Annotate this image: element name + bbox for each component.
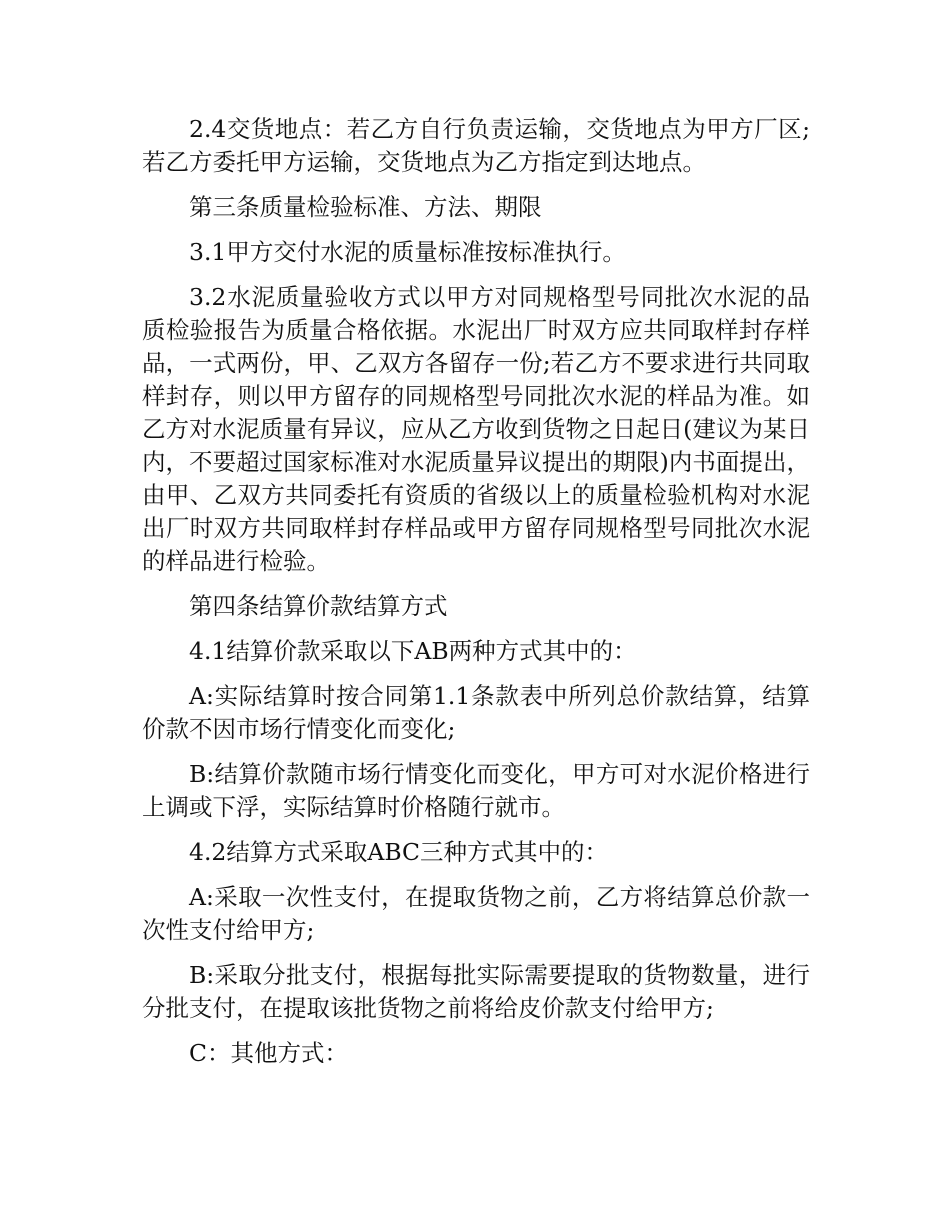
clause-4-2-option-a: A:采取一次性支付，在提取货物之前，乙方将结算总价款一次性支付给甲方;: [142, 883, 810, 944]
clause-4-2-option-c: C：其他方式：: [189, 1039, 348, 1067]
clause-4-1: 4.1结算价款采取以下AB两种方式其中的：: [189, 637, 637, 665]
section-heading-3: 第三条质量检验标准、方法、期限: [189, 193, 542, 221]
clause-4-1-option-a: A:实际结算时按合同第1.1条款表中所列总价款结算，结算价款不因市场行情变化而变化;: [142, 682, 810, 743]
clause-4-2-option-b: B:采取分批支付，根据每批实际需要提取的货物数量，进行分批支付，在提取该批货物之前将给皮价款支付给甲方;: [142, 961, 810, 1022]
section-heading-4: 第四条结算价款结算方式: [189, 592, 448, 620]
clause-4-1-option-b: B:结算价款随市场行情变化而变化，甲方可对水泥价格进行上调或下浮，实际结算时价格随行就市。: [142, 760, 810, 821]
document-body: [142, 113, 810, 1082]
clause-2-4: 2.4交货地点：若乙方自行负责运输，交货地点为甲方厂区;若乙方委托甲方运输，交货地点为乙方指定到达地点。: [142, 115, 810, 176]
clause-3-1: 3.1甲方交付水泥的质量标准按标准执行。: [189, 238, 626, 266]
clause-4-2: 4.2结算方式采取ABC三种方式其中的：: [189, 838, 609, 866]
clause-3-2: 3.2水泥质量验收方式以甲方对同规格型号同批次水泥的品质检验报告为质量合格依据。水泥出厂时双方应共同取样封存样品，一式两份，甲、乙双方各留存一份;若乙方不要求进行共同取样封存，则以甲方留存的同规格型号同批次水泥的样品为准。如乙方对水泥质量有异议，应从乙方收到货物之日起日(建议为某日内，不要超过国家标准对水泥质量异议提出的期限)内书面提出，由甲、乙双方共同委托有资质的省级以上的质量检验机构对水泥出厂时双方共同取样封存样品或甲方留存同规格型号同批次水泥的样品进行检验。: [142, 283, 810, 575]
